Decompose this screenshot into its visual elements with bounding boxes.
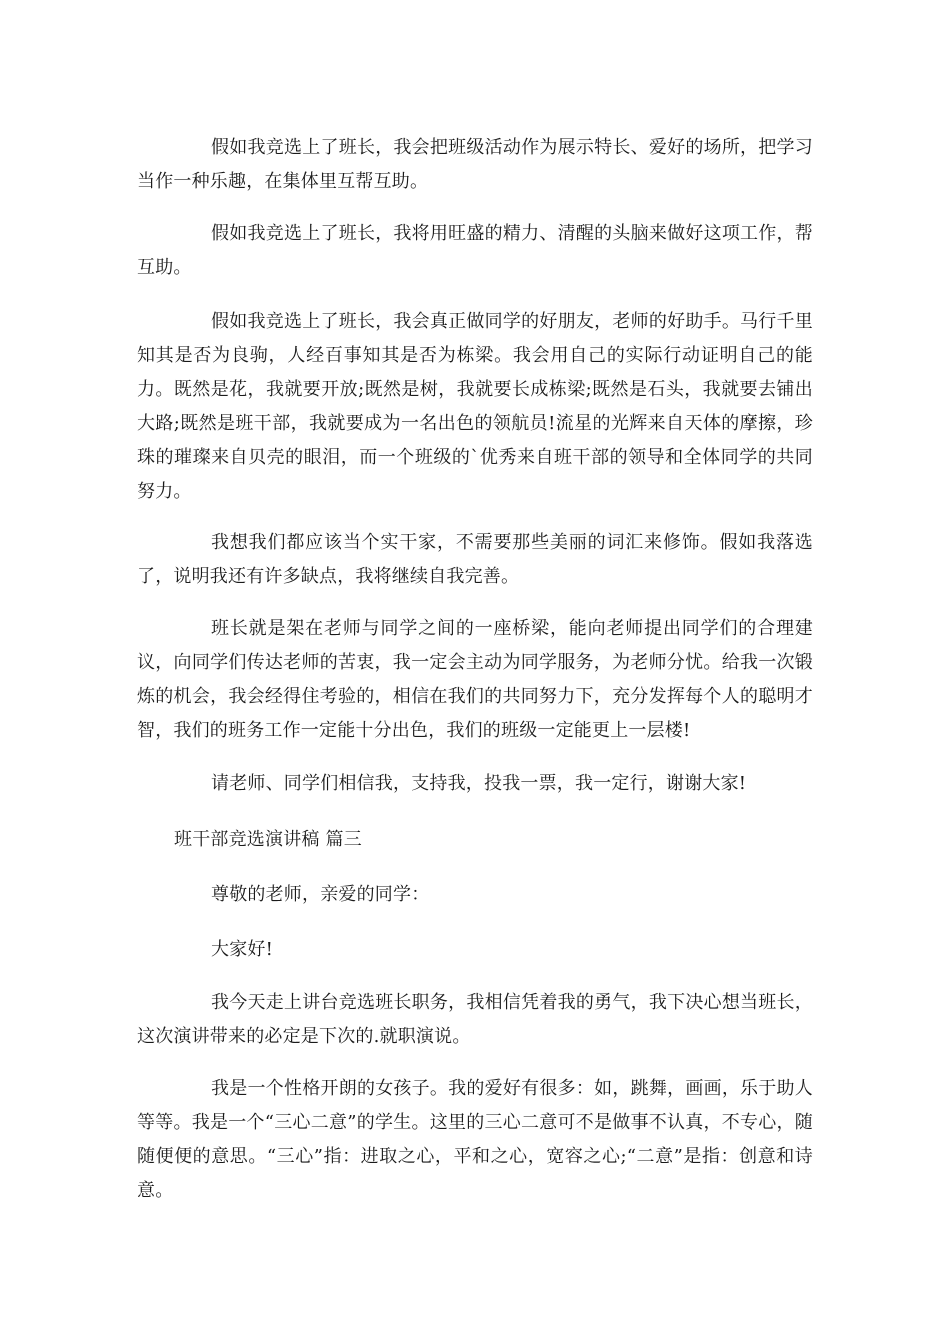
paragraph-5: 班长就是架在老师与同学之间的一座桥梁，能向老师提出同学们的合理建议，向同学们传达老师的苦衷，我一定会主动为同学服务，为老师分忧。给我一次锻炼的机会，我会经得住考验的，相信在我们的共同努力下，充分发挥每个人的聪明才智，我们的班务工作一定能十分出色，我们的班级一定能更上一层楼! xyxy=(137,618,813,741)
section-heading: 班干部竞选演讲稿 篇三 xyxy=(174,829,362,850)
salutation: 尊敬的老师，亲爱的同学： xyxy=(211,884,430,905)
paragraph-7: 我今天走上讲台竞选班长职务，我相信凭着我的勇气，我下决心想当班长，这次演讲带来的必定是下次的.就职演说。 xyxy=(137,992,813,1047)
paragraph-4: 我想我们都应该当个实干家，不需要那些美丽的词汇来修饰。假如我落选了，说明我还有许多缺点，我将继续自我完善。 xyxy=(137,532,813,587)
paragraph-3: 假如我竞选上了班长，我会真正做同学的好朋友，老师的好助手。马行千里知其是否为良驹，人经百事知其是否为栋梁。我会用自己的实际行动证明自己的能力。既然是花，我就要开放;既然是树，我就要长成栋梁;既然是石头，我就要去铺出大路;既然是班干部，我就要成为一名出色的领航员!流星的光辉来自天体的摩擦，珍珠的璀璨来自贝壳的眼泪，而一个班级的`优秀来自班干部的领导和全体同学的共同努力。 xyxy=(137,311,813,502)
paragraph-8: 我是一个性格开朗的女孩子。我的爱好有很多：如，跳舞，画画，乐于助人等等。我是一个“三心二意”的学生。这里的三心二意可不是做事不认真，不专心，随随便便的意思。“三心”指：进取之心，平和之心，宽容之心;“二意”是指：创意和诗意。 xyxy=(137,1078,813,1201)
paragraph-1: 假如我竞选上了班长，我会把班级活动作为展示特长、爱好的场所，把学习当作一种乐趣，在集体里互帮互助。 xyxy=(137,137,813,192)
greeting: 大家好! xyxy=(211,939,274,960)
paragraph-6: 请老师、同学们相信我，支持我，投我一票，我一定行，谢谢大家! xyxy=(211,773,747,794)
paragraph-2: 假如我竞选上了班长，我将用旺盛的精力、清醒的头脑来做好这项工作，帮互助。 xyxy=(137,223,813,278)
